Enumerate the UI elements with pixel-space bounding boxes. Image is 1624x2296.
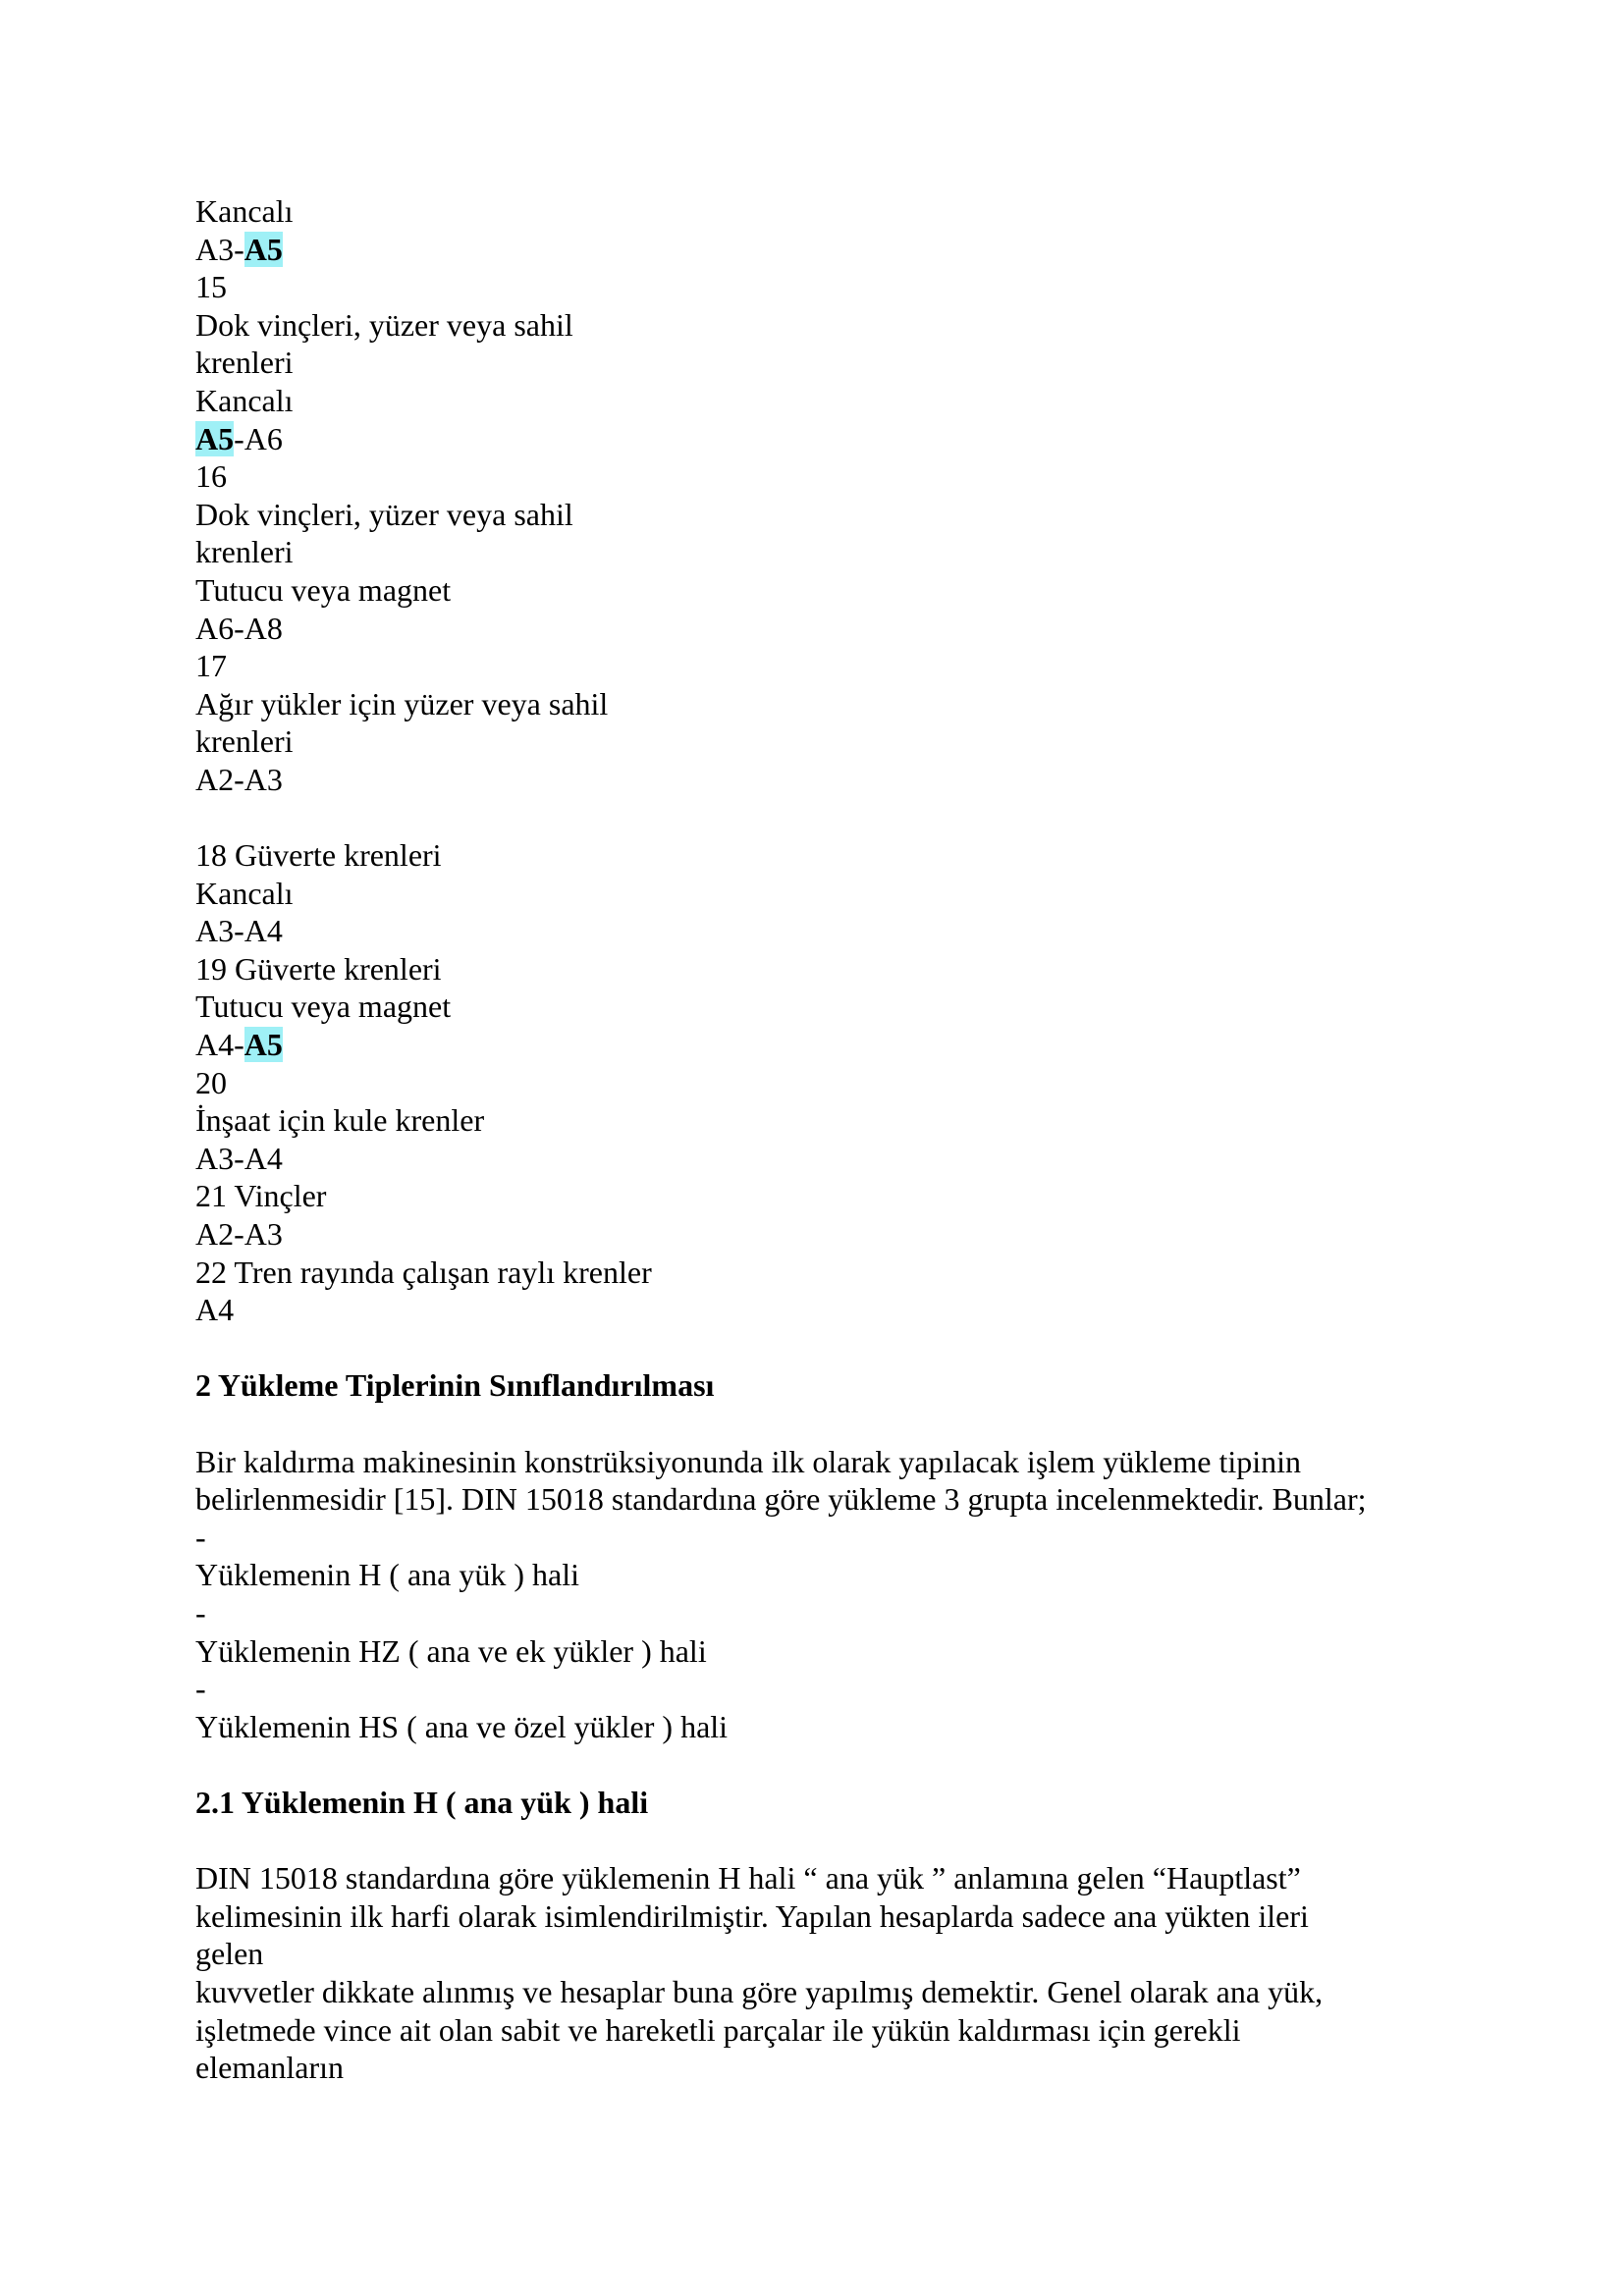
line-text: -A6 [234,420,283,456]
section-2-1-heading: 2.1 Yüklemenin H ( ana yük ) hali [195,1784,649,1820]
list-line [195,382,1472,420]
list-line [195,1215,1472,1254]
paragraph-line: belirlenmesidir [15]. DIN 15018 standardına göre yükleme 3 grupta incelenmektedir. Bunlar; [195,1481,1367,1518]
line-text: A4 [195,1292,235,1328]
list-line [195,1140,1472,1178]
paragraph-line: işletmede vince ait olan sabit ve hareketli parçalar ile yükün kaldırması için gerekli [195,2011,1241,2048]
list-line [195,647,1472,685]
line-text: A3- [195,231,244,267]
line-text: 21 Vinçler [195,1178,327,1214]
bullet-item: Yüklemenin HZ ( ana ve ek yükler ) hali [195,1632,707,1669]
bullet-marker: - [195,1594,206,1630]
line-text: Kancalı [195,382,294,418]
line-text: 16 [195,458,227,495]
bullet-marker: - [195,1519,206,1555]
list-line [195,1101,1472,1140]
line-text: A3-A4 [195,913,283,949]
line-text: krenleri [195,723,294,760]
line-text: 20 [195,1064,227,1100]
crane-classification-list [195,192,1472,1329]
spacer [195,1745,1472,1784]
search-highlight: A5 [244,231,283,267]
list-line [195,761,1472,799]
list-line [195,192,1472,231]
paragraph-line: elemanların [195,2050,345,2086]
line-text: Dok vinçleri, yüzer veya sahil [195,306,573,343]
section-2-bullet-list [195,1519,1472,1746]
section-2-heading: 2 Yükleme Tiplerinin Sınıflandırılması [195,1367,715,1404]
list-line [195,1064,1472,1102]
line-text: 17 [195,648,227,684]
line-text: Dok vinçleri, yüzer veya sahil [195,496,573,532]
list-line [195,268,1472,306]
line-text: krenleri [195,345,294,381]
list-line [195,950,1472,988]
line-text: krenleri [195,534,294,570]
list-line [195,496,1472,534]
list-line [195,306,1472,345]
section-2-1-paragraph [195,1859,1472,2087]
spacer [195,1405,1472,1443]
list-line [195,344,1472,382]
list-line [195,571,1472,610]
line-text: İnşaat için kule krenler [195,1102,485,1139]
paragraph-line: gelen [195,1936,264,1972]
line-text: A3-A4 [195,1140,283,1176]
line-text: A2-A3 [195,1216,283,1253]
list-line [195,912,1472,950]
line-text: 15 [195,269,227,305]
blank-line [195,799,1472,837]
bullet-item: Yüklemenin H ( ana yük ) hali [195,1557,579,1593]
paragraph-line: kuvvetler dikkate alınmış ve hesaplar buna göre yapılmış demektir. Genel olarak ana yük, [195,1973,1324,2009]
line-text: 22 Tren rayında çalışan raylı krenler [195,1254,652,1290]
page-content [195,192,1472,2087]
line-text: Tutucu veya magnet [195,988,452,1025]
list-line [195,610,1472,648]
list-line [195,1254,1472,1292]
bullet-marker: - [195,1671,206,1707]
spacer [195,1329,1472,1367]
list-line [195,988,1472,1026]
list-line [195,1177,1472,1215]
list-line [195,1026,1472,1064]
paragraph-line: DIN 15018 standardına göre yüklemenin H hali “ ana yük ” anlamına gelen “Hauptlast” [195,1860,1301,1896]
line-text: 18 Güverte krenleri [195,837,442,874]
line-text: 19 Güverte krenleri [195,950,442,987]
list-line [195,420,1472,458]
list-line [195,1291,1472,1329]
line-text: Tutucu veya magnet [195,571,452,608]
list-line [195,685,1472,723]
paragraph-line: kelimesinin ilk harfi olarak isimlendirilmiştir. Yapılan hesaplarda sadece ana yükten ileri [195,1897,1309,1934]
line-text: A6-A8 [195,610,283,646]
list-line [195,231,1472,269]
line-text: Kancalı [195,193,294,229]
line-text: Kancalı [195,875,294,911]
line-text: A4- [195,1027,244,1063]
section-2-paragraph [195,1443,1472,1519]
list-line [195,457,1472,496]
list-line [195,533,1472,571]
bullet-item: Yüklemenin HS ( ana ve özel yükler ) hali [195,1708,729,1744]
list-line [195,836,1472,875]
list-line [195,722,1472,761]
spacer [195,1822,1472,1860]
line-text: Ağır yükler için yüzer veya sahil [195,685,609,721]
list-line [195,875,1472,913]
paragraph-line: Bir kaldırma makinesinin konstrüksiyonunda ilk olarak yapılacak işlem yükleme tipinin [195,1443,1301,1479]
search-highlight: A5 [244,1027,283,1063]
line-text: A2-A3 [195,761,283,797]
search-highlight: A5 [195,420,235,456]
